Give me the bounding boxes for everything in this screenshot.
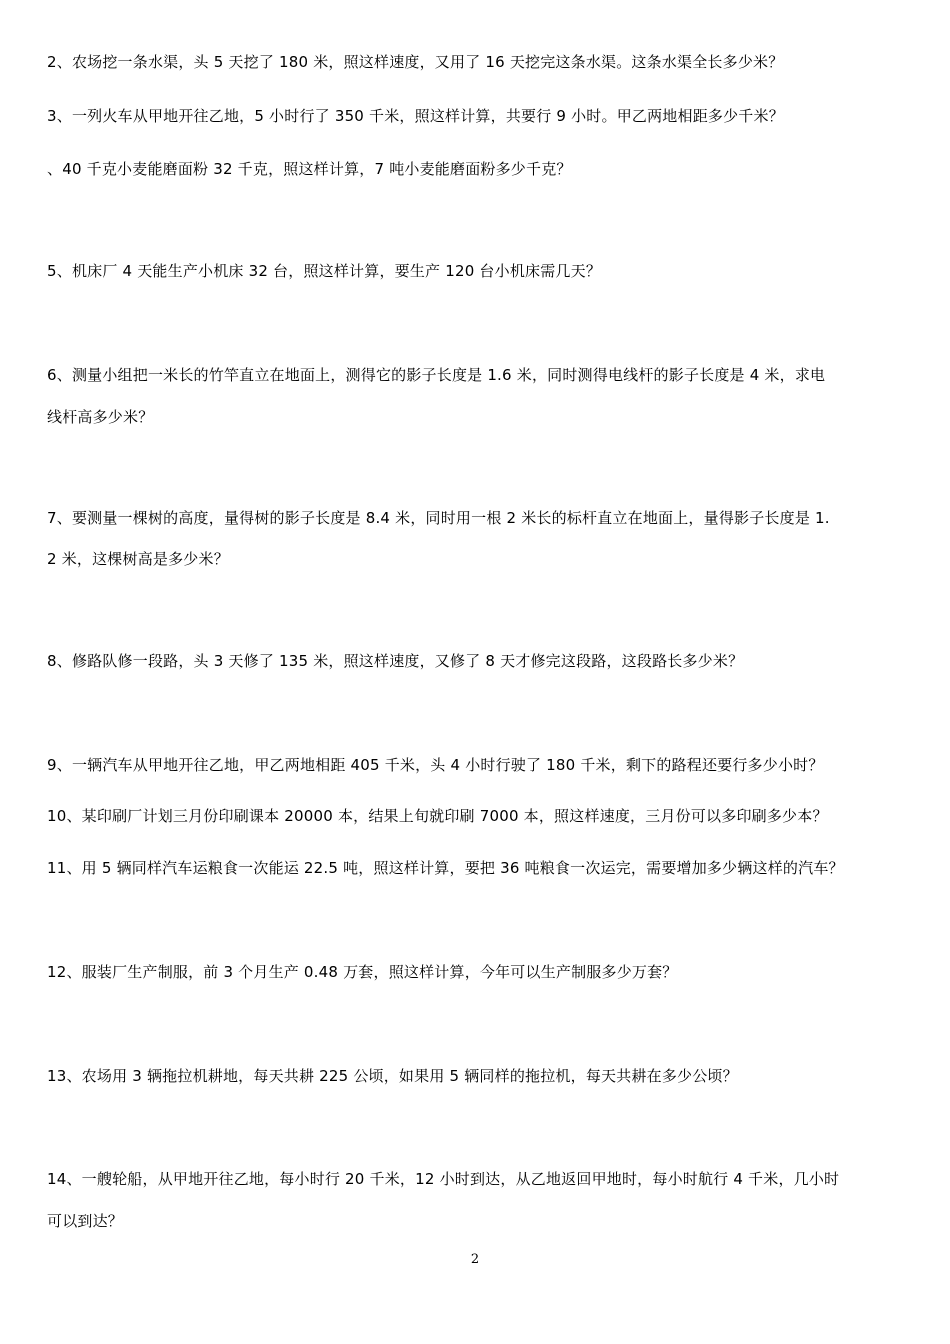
problem-7-line-1: 7、要测量一棵树的高度，量得树的影子长度是 8.4 米，同时用一根 2 米长的标杆直立在地面上，量得影子长度是 1. bbox=[47, 509, 830, 527]
page-number: 2 bbox=[470, 1252, 480, 1267]
problem-14-line-1: 14、一艘轮船，从甲地开往乙地，每小时行 20 千米，12 小时到达，从乙地返回甲地时，每小时航行 4 千米，几小时 bbox=[47, 1170, 840, 1188]
problem-2-line-1: 2、农场挖一条水渠，头 5 天挖了 180 米，照这样速度，又用了 16 天挖完这条水渠。这条水渠全长多少米？ bbox=[47, 53, 784, 71]
problem-13-line-1: 13、农场用 3 辆拖拉机耕地，每天共耕 225 公顷，如果用 5 辆同样的拖拉机，每天共耕在多少公顷？ bbox=[47, 1067, 738, 1085]
problem-7-line-2: 2 米，这棵树高是多少米？ bbox=[47, 550, 229, 568]
problem-9-line-1: 9、一辆汽车从甲地开往乙地，甲乙两地相距 405 千米，头 4 小时行驶了 180 千米，剩下的路程还要行多少小时？ bbox=[47, 756, 824, 774]
problem-3-line-1: 3、一列火车从甲地开往乙地，5 小时行了 350 千米，照这样计算，共要行 9 小时。甲乙两地相距多少千米？ bbox=[47, 107, 784, 125]
problem-11-line-1: 11、用 5 辆同样汽车运粮食一次能运 22.5 吨，照这样计算，要把 36 吨粮食一次运完，需要增加多少辆这样的汽车？ bbox=[47, 859, 844, 877]
problem-14-line-2: 可以到达？ bbox=[47, 1212, 124, 1230]
problem-6-line-1: 6、测量小组把一米长的竹竿直立在地面上，测得它的影子长度是 1.6 米，同时测得电线杆的影子长度是 4 米，求电 bbox=[47, 366, 826, 384]
problem-10-line-1: 10、某印刷厂计划三月份印刷课本 20000 本，结果上旬就印刷 7000 本，照这样速度，三月份可以多印刷多少本？ bbox=[47, 807, 828, 825]
problem-8-line-1: 8、修路队修一段路，头 3 天修了 135 米，照这样速度，又修了 8 天才修完这段路，这段路长多少米？ bbox=[47, 652, 744, 670]
problem-12-line-1: 12、服装厂生产制服，前 3 个月生产 0.48 万套，照这样计算，今年可以生产制服多少万套？ bbox=[47, 963, 678, 981]
problem-5-line-1: 5、机床厂 4 天能生产小机床 32 台，照这样计算，要生产 120 台小机床需几天？ bbox=[47, 262, 602, 280]
problem-6-line-2: 线杆高多少米？ bbox=[47, 408, 154, 426]
problem-4-line-1: 、40 千克小麦能磨面粉 32 千克，照这样计算，7 吨小麦能磨面粉多少千克？ bbox=[47, 160, 572, 178]
